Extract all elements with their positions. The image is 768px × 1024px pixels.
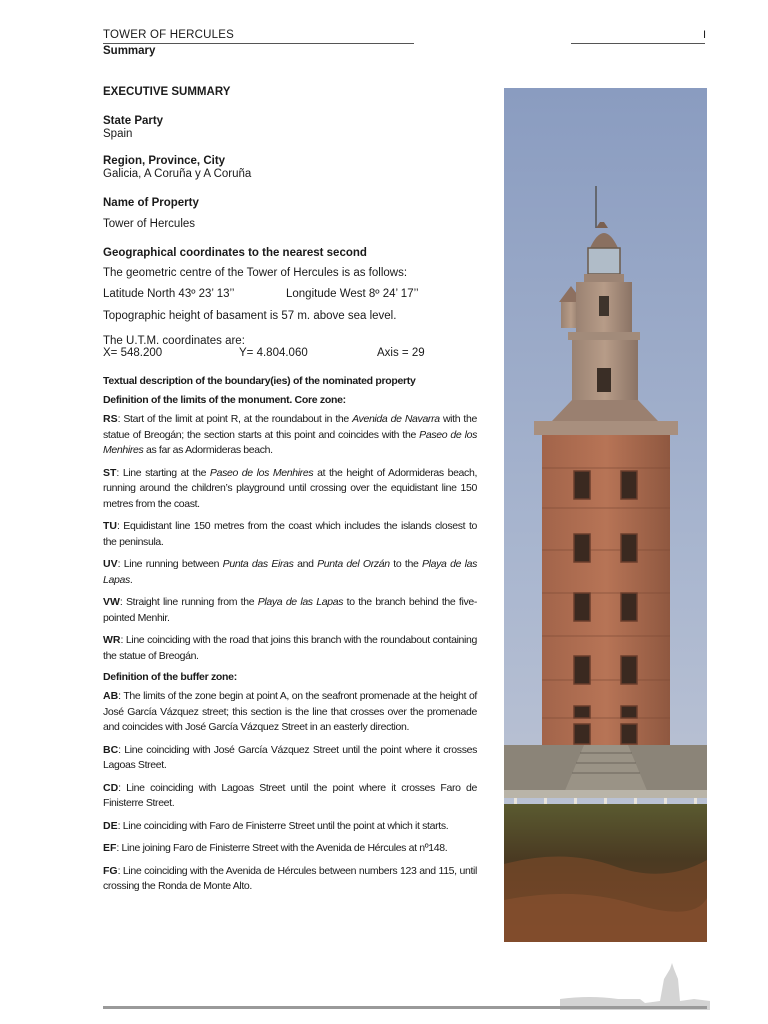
segment-fg: FG: Line coinciding with the Avenida de Hércules between numbers 123 and 115, until crossing the Ronda de Monte Alto.	[103, 864, 477, 892]
utm-intro: The U.T.M. coordinates are:	[103, 335, 245, 347]
footer-rule	[103, 1006, 707, 1009]
property-name-label: Name of Property	[103, 197, 199, 209]
segment-de: DE: Line coinciding with Faro de Finisterre Street until the point at which it starts.	[103, 819, 449, 832]
buffer-zone-heading: Definition of the buffer zone:	[103, 671, 237, 683]
segment-ef: EF: Line joining Faro de Finisterre Street with the Avenida de Hércules at nº148.	[103, 842, 448, 854]
longitude: Longitude West 8º 24’ 17’’	[286, 288, 419, 300]
coordinates-heading: Geographical coordinates to the nearest second	[103, 247, 367, 259]
segment-cd: CD: Line coinciding with Lagoas Street until the point where it crosses Faro de Finisterre Street.	[103, 781, 477, 809]
region-value: Galicia, A Coruña y A Coruña	[103, 168, 252, 180]
segment-ab: AB: The limits of the zone begin at point A, on the seafront promenade at the height of José García Vázquez street; this section is the line that crosses over the promenade and coincides with José García Vázquez Street in an easterly direction.	[103, 690, 477, 733]
segment-uv: UV: Line running between Punta das Eiras and Punta del Orzán to the Playa de las Lapas.	[103, 558, 477, 586]
coordinates-intro: The geometric centre of the Tower of Hercules is as follows:	[103, 267, 408, 279]
utm-x: X= 548.200	[103, 347, 163, 359]
page-number: I	[703, 29, 707, 41]
header-title: TOWER OF HERCULES	[103, 29, 234, 41]
utm-axis: Axis = 29	[377, 347, 425, 359]
segment-rs: RS: Start of the limit at point R, at the roundabout in the Avenida de Navarra with the statue of Breogán; the section starts at this point and coincides with the Paseo de los Menhires as far as Adormideras beach.	[103, 413, 477, 456]
core-zone-heading: Definition of the limits of the monument. Core zone:	[103, 394, 346, 406]
segment-bc: BC: Line coinciding with José García Vázquez Street until the point where it crosses Lagoas Street.	[103, 743, 477, 771]
tower-silhouette-footer	[560, 955, 710, 1010]
state-party-value: Spain	[103, 128, 133, 140]
state-party-label: State Party	[103, 115, 164, 127]
tower-photo	[504, 88, 707, 942]
header-rule-left	[103, 43, 414, 44]
basament-height: Topographic height of basament is 57 m. above sea level.	[103, 310, 397, 322]
latitude: Latitude North 43º 23’ 13’’	[103, 288, 235, 300]
lat-lon-row	[103, 288, 477, 300]
segment-wr: WR: Line coinciding with the road that joins this branch with the roundabout containing the statue of Breogán.	[103, 634, 477, 662]
header-subtitle: Summary	[103, 45, 156, 57]
property-name-value: Tower of Hercules	[103, 218, 196, 230]
segment-st: ST: Line starting at the Paseo de los Menhires at the height of Adormideras beach, running around the children’s playground until crossing over the equidistant line 150 metres from the coast.	[103, 466, 478, 510]
segment-vw: VW: Straight line running from the Playa de las Lapas to the branch behind the five-pointed Menhir.	[103, 596, 477, 624]
utm-row	[103, 347, 477, 359]
summary-content	[103, 86, 477, 895]
boundary-heading: Textual description of the boundary(ies) of the nominated property	[103, 375, 416, 387]
region-label: Region, Province, City	[103, 155, 226, 167]
utm-y: Y= 4.804.060	[239, 347, 308, 359]
segment-tu: TU: Equidistant line 150 metres from the coast which includes the islands closest to the peninsula.	[103, 520, 477, 548]
header-rule-right	[571, 43, 705, 44]
executive-summary-heading: EXECUTIVE SUMMARY	[103, 86, 231, 98]
